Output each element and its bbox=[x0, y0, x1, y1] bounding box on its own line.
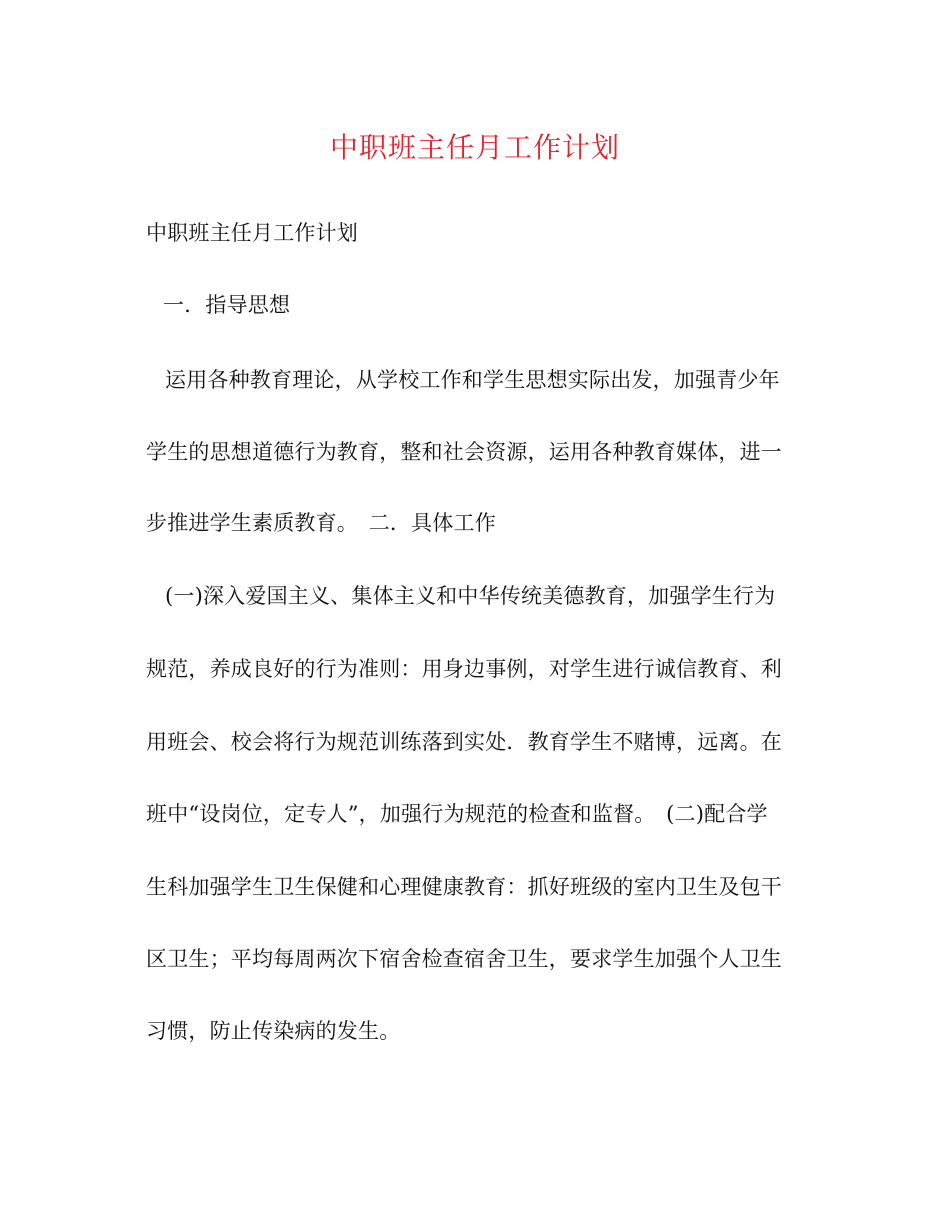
paragraph-line: 区卫生；平均每周两次下宿舍检查宿舍卫生，要求学生加强个人卫生 bbox=[146, 947, 782, 971]
paragraph-line: 生科加强学生卫生保健和心理健康教育：抓好班级的室内卫生及包干 bbox=[146, 875, 782, 899]
section-heading-guiding-thought: 一．指导思想 bbox=[163, 293, 291, 317]
paragraph-line: (一)深入爱国主义、集体主义和中华传统美德教育，加强学生行为 bbox=[165, 584, 776, 608]
paragraph-line: 学生的思想道德行为教育，整和社会资源，运用各种教育媒体，进一 bbox=[146, 440, 782, 464]
subtitle-line: 中职班主任月工作计划 bbox=[146, 221, 358, 245]
paragraph-line: 习惯，防止传染病的发生。 bbox=[146, 1019, 401, 1043]
paragraph-line: 规范，养成良好的行为准则：用身边事例，对学生进行诚信教育、利 bbox=[146, 657, 782, 681]
paragraph-line: 运用各种教育理论，从学校工作和学生思想实际出发，加强青少年 bbox=[165, 368, 780, 392]
document-title: 中职班主任月工作计划 bbox=[329, 131, 620, 164]
paragraph-line: 用班会、校会将行为规范训练落到实处．教育学生不赌博，远离。在 bbox=[146, 730, 782, 754]
paragraph-line: 班中“设岗位，定专人”，加强行为规范的检查和监督。 (二)配合学 bbox=[146, 802, 768, 826]
paragraph-line: 步推进学生素质教育。 二．具体工作 bbox=[146, 511, 496, 535]
